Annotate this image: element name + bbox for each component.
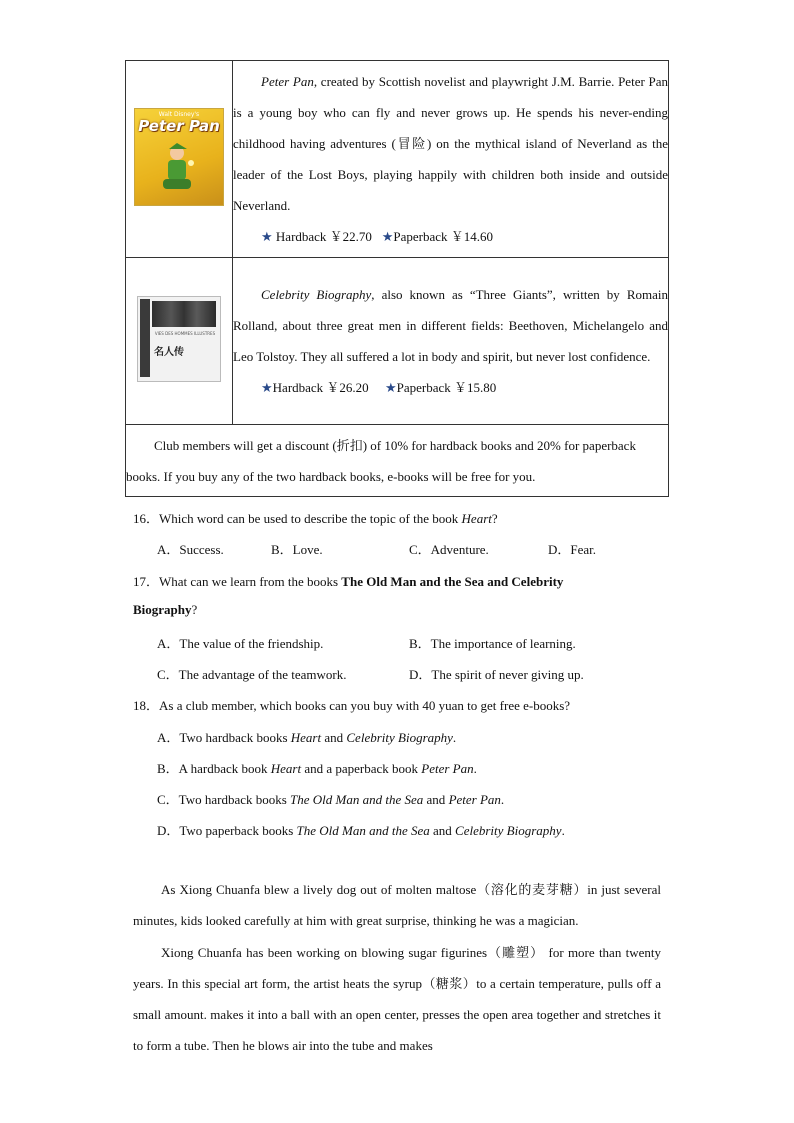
cover-subtitle: VIES DES HOMMES ILLUSTRES (154, 331, 216, 336)
option-text: and (423, 792, 449, 807)
option-title: Celebrity Biography (346, 730, 453, 745)
paperback-price: Paperback ￥14.60 (393, 229, 493, 244)
book-description-cell (233, 61, 669, 258)
peter-pan-cover-image (134, 108, 224, 206)
portraits-icon (152, 301, 216, 327)
hardback-price: Hardback ￥26.20 (272, 380, 369, 395)
book-table (125, 60, 669, 497)
option-16-d[interactable]: D．Fear. (548, 542, 597, 557)
passage-paragraph-1: As Xiong Chuanfa blew a lively dog out of molten maltose（溶化的麦芽糖）in just several minutes, kids looked carefully at him with great surprise, thinking he was a magician. (133, 882, 661, 928)
option-17-b[interactable]: B．The importance of learning. (409, 636, 576, 651)
celebrity-biography-cover-image (137, 296, 221, 382)
star-icon: ★ (384, 380, 397, 395)
discount-note-row (126, 425, 669, 497)
option-17-a[interactable]: A．The value of the friendship. (157, 636, 324, 651)
option-title: Heart (270, 761, 302, 776)
question-17-continued (133, 602, 197, 618)
book-title: Peter Pan (261, 74, 314, 89)
option-text: C．Two hardback books (157, 792, 291, 807)
star-icon: ★ (381, 229, 394, 244)
book-description (233, 66, 668, 221)
book-cover-cell (126, 258, 233, 425)
question-17 (133, 571, 563, 590)
book-cover-cell (126, 61, 233, 258)
option-18-a[interactable] (157, 727, 456, 746)
option-title: The Old Man and the Sea (290, 792, 424, 807)
question-stem-emphasis: Heart (461, 511, 492, 526)
book-title: Celebrity Biography (261, 287, 372, 302)
passage-paragraph-2: Xiong Chuanfa has been working on blowing sugar figurines（雕塑） for more than twenty years. In this special art form, the artist heats the syrup（糖浆）to a certain temperature, pulls off a small amount. makes it into a ball with an open center, presses the open area together and stretches it to form a tube. Then he blows air into the tube and makes (133, 945, 661, 1053)
option-18-c[interactable] (157, 789, 504, 808)
option-text: A．Two hardback books (157, 730, 291, 745)
question-stem-bold: The Old Man and the Sea and Celebrity (341, 574, 564, 589)
option-18-d[interactable] (157, 820, 565, 839)
option-18-b[interactable] (157, 758, 477, 777)
book-description-text: , created by Scottish novelist and playwright J.M. Barrie. Peter Pan is a young boy who can fly and never grows up. He spends his never-ending childhood having adventures (冒险) on the mythical island of Neverland as the leader of the Lost Boys, playing happily with children both inside and outside Neverland. (233, 74, 669, 213)
question-stem-bold: Biography (133, 602, 192, 617)
book-description (233, 279, 668, 372)
cover-title: 名人传 (154, 347, 184, 358)
book-row-celebrity-biography (126, 258, 669, 425)
option-title: The Old Man and the Sea (296, 823, 430, 838)
option-16-c[interactable]: C．Adventure. (409, 542, 489, 557)
question-stem-end: ? (191, 602, 198, 617)
option-text: and a paperback book (301, 761, 422, 776)
question-16 (133, 508, 498, 527)
discount-note: Club members will get a discount (折扣) of 10% for hardback books and 20% for paperback books. If you buy any of the two hardback books, e-books will be free for you. (126, 437, 636, 484)
option-text: B．A hardback book (157, 761, 271, 776)
price-line (233, 372, 668, 403)
book-row-peter-pan (126, 61, 669, 258)
option-text: and (321, 730, 347, 745)
cover-spine (140, 299, 150, 377)
question-stem-end: ? (491, 511, 498, 526)
book-description-text: , also known as “Three Giants”, written by Romain Rolland, about three great men in different fields: Beethoven, Michelangelo and Leo Tolstoy. They all suffered a lot in body and spirit, but never lost confidence. (233, 287, 668, 364)
option-17-c[interactable]: C．The advantage of the teamwork. (157, 667, 347, 682)
cover-title: Peter Pan (138, 117, 220, 135)
hardback-price: Hardback ￥22.70 (275, 229, 372, 244)
option-text: . (500, 792, 505, 807)
star-icon: ★ (261, 229, 273, 244)
star-icon: ★ (261, 380, 273, 395)
option-title: Celebrity Biography (455, 823, 562, 838)
price-line (233, 221, 668, 252)
option-text: D．Two paperback books (157, 823, 297, 838)
question-18: 18．As a club member, which books can you buy with 40 yuan to get free e-books? (133, 698, 571, 713)
option-16-b[interactable]: B．Love. (271, 542, 323, 557)
option-title: Heart (290, 730, 322, 745)
book-description-cell (233, 258, 669, 425)
option-text: and (429, 823, 456, 838)
option-title: Peter Pan (448, 792, 501, 807)
option-title: Peter Pan (421, 761, 474, 776)
peter-pan-figure-icon (157, 143, 197, 199)
option-17-d[interactable]: D．The spirit of never giving up. (409, 667, 584, 682)
cover-brand: Walt Disney's (158, 111, 200, 118)
option-16-a[interactable]: A．Success. (157, 542, 224, 557)
discount-note-cell (126, 425, 669, 497)
option-text: . (452, 730, 457, 745)
question-stem: 17．What can we learn from the books (133, 574, 342, 589)
option-text: . (473, 761, 477, 776)
paperback-price: Paperback ￥15.80 (396, 380, 497, 395)
option-text: . (561, 823, 565, 838)
question-stem: 16．Which word can be used to describe the topic of the book (133, 511, 462, 526)
